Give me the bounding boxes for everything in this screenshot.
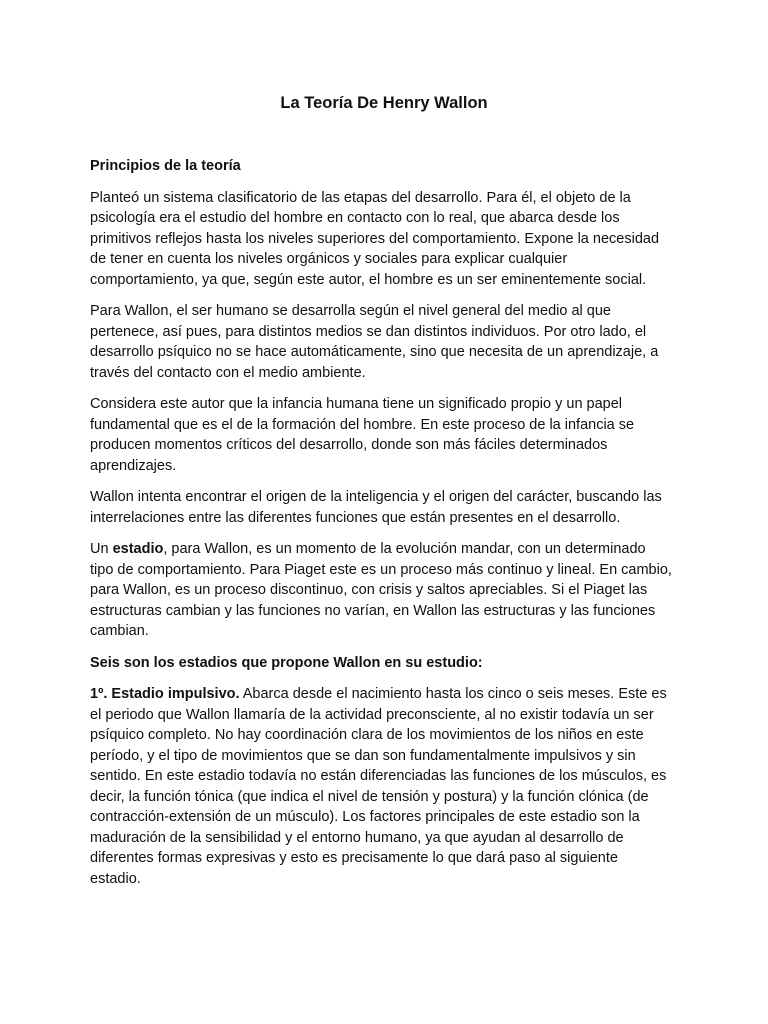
estadios-heading: Seis son los estadios que propone Wallon en su estudio: [90, 654, 483, 671]
paragraph-5-prefix: Un [90, 541, 113, 557]
paragraph-1: Planteó un sistema clasificatorio de las etapas del desarrollo. Para él, el objeto de la psicología era el estudio del hombre en contacto con lo real, que abarca desde los primitivos reflejos hasta los niveles superiores del comportamiento. Expone la necesidad de tener en cuenta los niveles orgánicos y sociales para explicar cualquier comportamiento, ya que, según este autor, el hombre es un ser eminentemente social. [90, 189, 660, 288]
paragraph-7 [90, 684, 672, 889]
paragraph-4: Wallon intenta encontrar el origen de la inteligencia y el origen del carácter, buscando las interrelaciones entre las diferentes funciones que están presentes en el desarrollo. [90, 489, 662, 526]
document-title: La Teoría De Henry Wallon [280, 94, 488, 112]
paragraph-2: Para Wallon, el ser humano se desarrolla según el nivel general del medio al que pertenece, así pues, para distintos medios se dan distintos individuos. Por otro lado, el desarrollo psíquico no se hace automáticamente, sino que necesita de un aprendizaje, a través del contacto con el medio ambiente. [90, 303, 659, 381]
term-estadio: estadio [112, 541, 164, 557]
paragraph-3: Considera este autor que la infancia humana tiene un significado propio y un papel fundamental que es el de la formación del hombre. En este proceso de la infancia se producen momentos críticos del desarrollo, donde son más fáciles determinados aprendizajes. [90, 396, 635, 474]
estadio-impulsivo-heading: 1º. Estadio impulsivo. [90, 686, 240, 702]
paragraph-5-text: , para Wallon, es un momento de la evolución mandar, con un determinado tipo de comportamiento. Para Piaget este es un proceso más continuo y lineal. En cambio, para Wallon, es un proceso discontinuo, con crisis y saltos apreciables. Si el Piaget las estructuras cambian y las funciones no varían, en Wallon las estructuras y las funciones cambian. [90, 541, 672, 639]
section-heading-principios: Principios de la teoría [90, 158, 241, 174]
paragraph-6 [90, 653, 672, 674]
paragraph-5 [90, 539, 672, 642]
paragraph-7-text: Abarca desde el nacimiento hasta los cinco o seis meses. Este es el periodo que Wallon llamaría de la actividad preconsciente, al no existir todavía un ser psíquico completo. No hay coordinación clara de los movimientos de los niños en este período, y el tipo de movimientos que se dan son fundamentalmente impulsivos y sin sentido. En este estadio todavía no están diferenciadas las funciones de los músculos, es decir, la función tónica (que indica el nivel de tensión y postura) y la función clónica (de contracción-extensión de un músculo). Los factores principales de este estadio son la maduración de la sensibilidad y el entorno humano, ya que ayudan al desarrollo de diferentes formas expresivas y esto es precisamente lo que dará paso al siguiente estadio. [90, 686, 667, 887]
